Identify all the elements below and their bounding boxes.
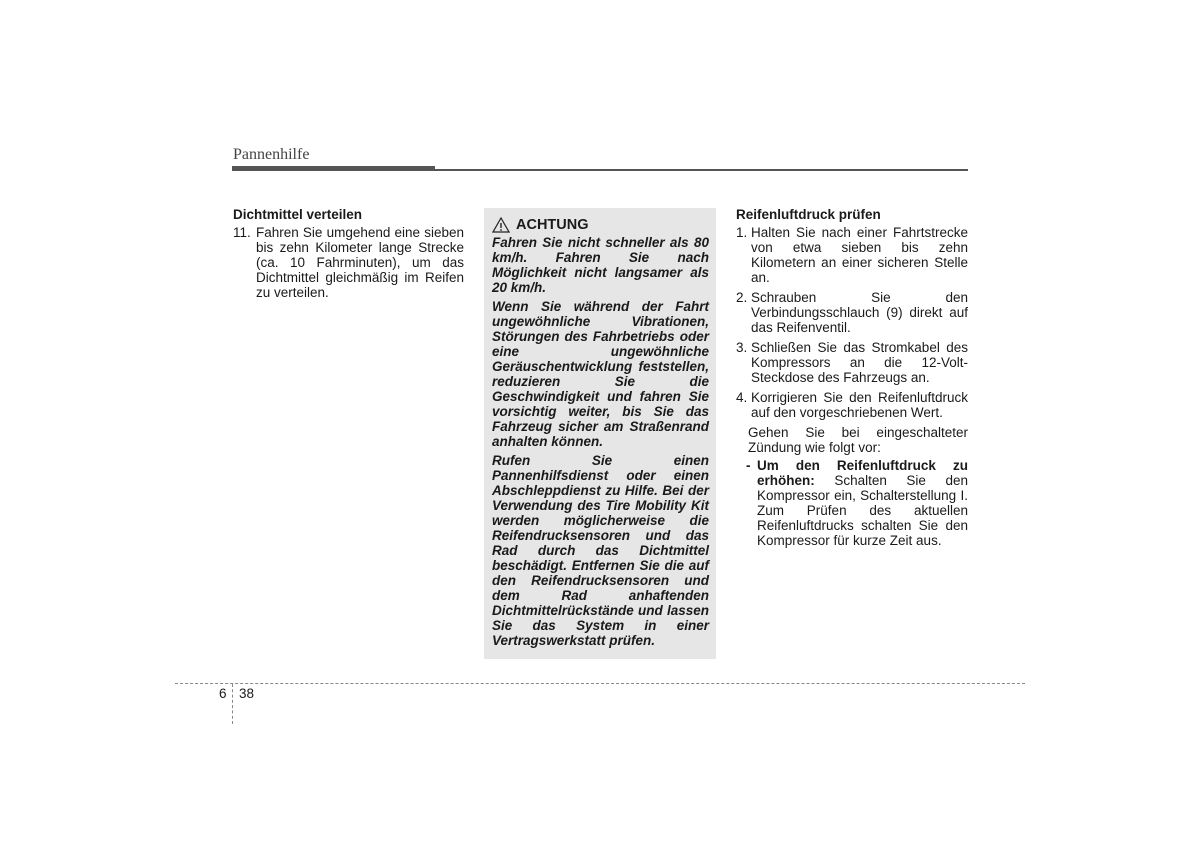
list-item	[233, 225, 464, 300]
list-item	[736, 290, 968, 335]
list-item-text: Korrigieren Sie den Reifenluftdruck auf den vorgeschriebenen Wert.	[751, 390, 968, 420]
dash-item-text: Schalten Sie den Kompressor ein, Schalterstellung I. Zum Prüfen des aktuellen Reifenluftdrucks schalten Sie den Kompressor für kurze Zeit aus.	[757, 473, 968, 548]
page-number: 38	[239, 686, 255, 701]
warning-box	[484, 208, 716, 659]
list-item-text: Schließen Sie das Stromkabel des Kompressors an die 12-Volt-Steckdose des Fahrzeugs an.	[751, 340, 968, 385]
right-heading: Reifenluftdruck prüfen	[736, 207, 881, 222]
dash-item	[746, 458, 968, 548]
warning-header	[492, 217, 709, 233]
list-item-number: 3.	[736, 340, 748, 355]
warning-triangle-icon	[492, 217, 510, 233]
list-item-number: 2.	[736, 290, 748, 305]
list-item-number: 1.	[736, 225, 748, 240]
list-item-text: Schrauben Sie den Verbindungsschlauch (9) direkt auf das Reifenventil.	[751, 290, 968, 335]
dash-item-content	[757, 458, 968, 548]
header-rule-thick	[232, 166, 435, 171]
dash-item-bold: Um den Reifenluftdruck zu erhöhen:	[757, 458, 968, 488]
warning-paragraph: Rufen Sie einen Pannenhilfsdienst oder einen Abschleppdienst zu Hilfe. Bei der Verwendung des Tire Mobility Kit werden möglicherweise die Reifendrucksensoren und das Rad durch das Dichtmittel beschädigt. Entfernen Sie die auf den Reifendrucksensoren und dem Rad anhaftenden Dichtmittelrückstände und lassen Sie das System in einer Vertragswerkstatt prüfen.	[492, 453, 709, 648]
warning-title: ACHTUNG	[516, 216, 589, 233]
page-number-divider	[232, 684, 233, 724]
chapter-number: 6	[219, 686, 227, 701]
right-column	[736, 207, 968, 548]
left-heading: Dichtmittel verteilen	[233, 207, 363, 222]
instruction-paragraph: Gehen Sie bei eingeschalteter Zündung wie folgt vor:	[748, 425, 968, 455]
warning-paragraph: Fahren Sie nicht schneller als 80 km/h. Fahren Sie nach Möglichkeit nicht langsamer als 20 km/h.	[492, 235, 709, 295]
section-title: Pannenhilfe	[233, 146, 310, 163]
list-item	[736, 390, 968, 420]
list-item-number: 11.	[233, 225, 251, 240]
dash-marker: -	[746, 458, 751, 473]
list-item-text: Halten Sie nach einer Fahrtstrecke von etwa sieben bis zehn Kilometern an einer sicheren Stelle an.	[751, 225, 968, 285]
list-item-number: 4.	[736, 390, 748, 405]
footer-divider	[175, 683, 1025, 684]
list-item	[736, 340, 968, 385]
list-item-text: Fahren Sie umgehend eine sieben bis zehn Kilometer lange Strecke (ca. 10 Fahrminuten), um das Dichtmittel gleichmäßig im Reifen zu verteilen.	[256, 225, 464, 300]
left-column	[233, 207, 464, 305]
list-item	[736, 225, 968, 285]
header-rule-thin	[435, 169, 968, 171]
warning-paragraph: Wenn Sie während der Fahrt ungewöhnliche Vibrationen, Störungen des Fahrbetriebs oder eine ungewöhnliche Geräuschentwicklung feststellen, reduzieren Sie die Geschwindigkeit und fahren Sie vorsichtig weiter, bis Sie das Fahrzeug sicher am Straßenrand anhalten können.	[492, 299, 709, 449]
